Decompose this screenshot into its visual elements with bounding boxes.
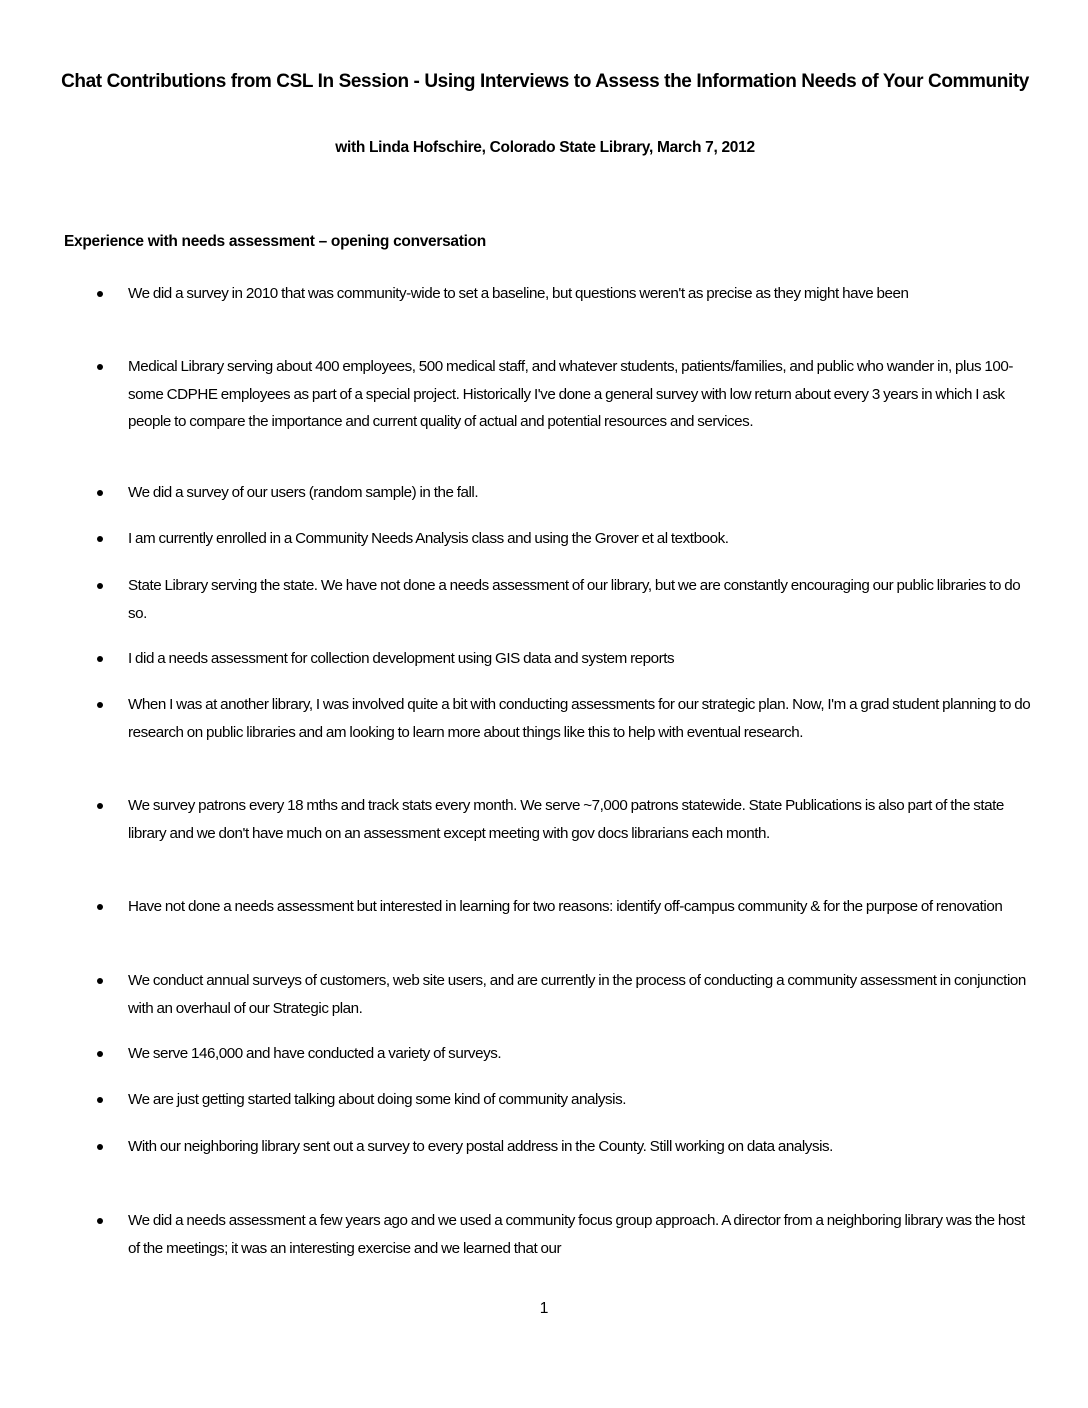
list-item — [97, 1133, 1037, 1161]
document-title: Chat Contributions from CSL In Session - Using Interviews to Assess the Information Needs of Your Community — [61, 71, 1029, 92]
bullet-icon — [97, 1097, 103, 1103]
list-item — [97, 645, 1037, 673]
list-item-text: We did a survey in 2010 that was community-wide to set a baseline, but questions weren't as precise as they might have been — [128, 285, 909, 302]
bullet-icon — [97, 291, 103, 297]
bullet-icon — [97, 656, 103, 662]
bullet-icon — [97, 978, 103, 984]
list-item-text: We conduct annual surveys of customers, web site users, and are currently in the process of conducting a community assessment in conjunction with an overhaul of our Strategic plan. — [128, 972, 1026, 1017]
list-item-text: Have not done a needs assessment but interested in learning for two reasons: identify off-campus community & for the purpose of renovation — [128, 898, 1003, 915]
bullet-icon — [97, 1218, 103, 1224]
bullet-icon — [97, 490, 103, 496]
list-item-text: When I was at another library, I was involved quite a bit with conducting assessments for our strategic plan. Now, I'm a grad student planning to do research on public libraries and am looking to learn more about things like this to help with eventual research. — [128, 696, 1031, 741]
bullet-icon — [97, 364, 103, 370]
list-item-text: I did a needs assessment for collection development using GIS data and system reports — [128, 650, 675, 667]
list-item — [97, 967, 1037, 1022]
section-heading: Experience with needs assessment – opening conversation — [64, 233, 486, 250]
list-item-text: We serve 146,000 and have conducted a variety of surveys. — [128, 1045, 502, 1062]
list-item-text: State Library serving the state. We have not done a needs assessment of our library, but we are constantly encouraging our public libraries to do so. — [128, 577, 1021, 622]
bullet-icon — [97, 904, 103, 910]
list-item — [97, 1086, 1037, 1114]
bullet-icon — [97, 583, 103, 589]
list-item — [97, 572, 1037, 627]
bullet-icon — [97, 1051, 103, 1057]
bullet-icon — [97, 536, 103, 542]
list-item-text: We are just getting started talking about doing some kind of community analysis. — [128, 1091, 627, 1108]
page-number: 1 — [539, 1300, 549, 1317]
list-item — [97, 353, 1037, 436]
document-subtitle: with Linda Hofschire, Colorado State Library, March 7, 2012 — [335, 139, 755, 156]
list-item — [97, 792, 1037, 847]
list-item — [97, 691, 1037, 746]
bullet-icon — [97, 1144, 103, 1150]
list-item-text: Medical Library serving about 400 employees, 500 medical staff, and whatever students, patients/families, and public who wander in, plus 100-some CDPHE employees as part of a special project. Historically I've done a general survey with low return about every 3 years in which I ask people to compare the importance and current quality of actual and potential resources and services. — [128, 358, 1013, 430]
list-item-text: I am currently enrolled in a Community Needs Analysis class and using the Grover et al textbook. — [128, 530, 729, 547]
list-item-text: We did a needs assessment a few years ago and we used a community focus group approach. A director from a neighboring library was the host of the meetings; it was an interesting exercise and we learned that our — [128, 1212, 1025, 1257]
bullet-icon — [97, 702, 103, 708]
list-item-text: We survey patrons every 18 mths and track stats every month. We serve ~7,000 patrons statewide. State Publications is also part of the state library and we don't have much on an assessment except meeting with gov docs librarians each month. — [128, 797, 1004, 842]
list-item — [97, 893, 1037, 921]
list-item — [97, 525, 1037, 553]
list-item — [97, 479, 1037, 507]
list-item-text: With our neighboring library sent out a survey to every postal address in the County. Still working on data analysis. — [128, 1138, 833, 1155]
list-item-text: We did a survey of our users (random sample) in the fall. — [128, 484, 479, 501]
list-item — [97, 1040, 1037, 1068]
bullet-icon — [97, 803, 103, 809]
list-item — [97, 280, 1037, 308]
list-item — [97, 1207, 1037, 1262]
